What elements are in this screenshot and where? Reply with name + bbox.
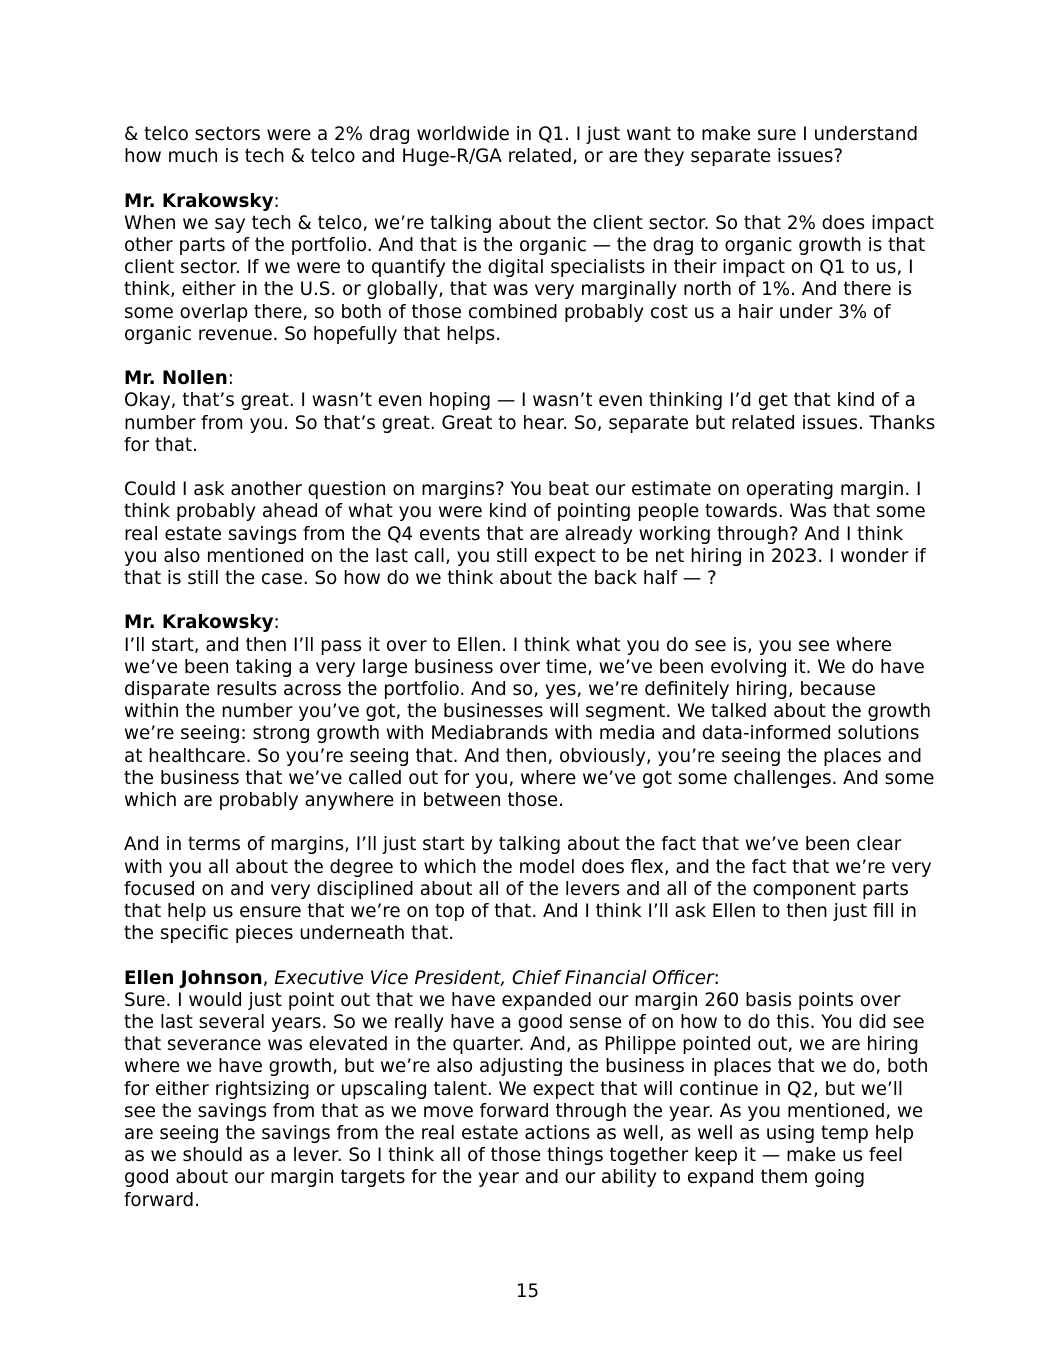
speaker-heading: Ellen Johnson, Executive Vice President, Chief Financial Officer: <box>124 967 720 989</box>
paragraph-text: Sure. I would just point out that we have expanded our margin 260 basis points over the last several years. So we really have a good sense of on how to do this. You did see that severance was elevated in the quarter. And, as Philippe pointed out, we are hiring where we have growth, but we’re also adjusting the business in places that we do, both for either rightsizing or upscaling talent. We expect that will continue in Q2, but we’ll see the savings from that as we move forward through the year. As you mentioned, we are seeing the savings from the real estate actions as well, as well as using temp help as we should as a lever. So I think all of those things together keep it — make us feel good about our margin targets for the year and our ability to expand them going forward. <box>124 989 929 1211</box>
paragraph-text: Could I ask another question on margins? You beat our estimate on operating margin. I think probably ahead of what you were kind of pointing people towards. Was that some real estate savings from the Q4 events that are already working through? And I think you also mentioned on the last call, you still expect to be net hiring in 2023. I wonder if that is still the case. So how do we think about the back half — ? <box>124 479 926 590</box>
speaker-heading: Mr. Nollen: <box>124 368 234 390</box>
speaker-block <box>124 191 936 346</box>
paragraph-text: And in terms of margins, I’ll just start by talking about the fact that we’ve been clear with you all about the degree to which the model does flex, and the fact that we’re very focused on and very disciplined about all of the levers and all of the component parts that help us ensure that we’re on top of that. And I think I’ll ask Ellen to then just fill in the specific pieces underneath that. <box>124 834 932 945</box>
answer-paragraph <box>124 834 936 945</box>
speaker-name: Mr. Krakowsky <box>124 612 274 634</box>
question-paragraph <box>124 479 936 590</box>
transcript-page <box>124 124 936 1234</box>
speaker-block <box>124 368 936 457</box>
paragraph-text: When we say tech & telco, we’re talking about the client sector. So that 2% does impact other parts of the portfolio. And that is the organic — the drag to organic growth is that client sector. If we were to quantify the digital specialists in their impact on Q1 to us, I think, either in the U.S. or globally, that was very marginally north of 1%. And there is some overlap there, so both of those combined probably cost us a hair under 3% of organic revenue. So hopefully that helps. <box>124 212 934 345</box>
speaker-heading: Mr. Krakowsky: <box>124 612 280 634</box>
paragraph-text: Okay, that’s great. I wasn’t even hoping — I wasn’t even thinking I’d get that kind of a number from you. So that’s great. Great to hear. So, separate but related issues. Thanks for that. <box>124 390 936 456</box>
paragraph-text: I’ll start, and then I’ll pass it over to Ellen. I think what you do see is, you see where we’ve been taking a very large business over time, we’ve been evolving it. We do have disparate results across the portfolio. And so, yes, we’re definitely hiring, because within the number you’ve got, the businesses will segment. We talked about the growth we’re seeing: strong growth with Mediabrands with media and data-informed solutions at healthcare. So you’re seeing that. And then, obviously, you’re seeing the places and the business that we’ve called out for you, where we’ve got some challenges. And some which are probably anywhere in between those. <box>124 634 935 812</box>
page-number: 15 <box>515 1281 540 1302</box>
question-paragraph <box>124 124 936 168</box>
speaker-name: Ellen Johnson <box>124 967 263 989</box>
speaker-heading: Mr. Krakowsky: <box>124 190 280 212</box>
speaker-name: Mr. Krakowsky <box>124 190 274 212</box>
speaker-block <box>124 612 936 812</box>
speaker-name: Mr. Nollen <box>124 368 228 390</box>
paragraph-text: & telco sectors were a 2% drag worldwide in Q1. I just want to make sure I understand how much is tech & telco and Huge-R/GA related, or are they separate issues? <box>124 124 919 168</box>
speaker-block <box>124 968 936 1212</box>
speaker-title: Executive Vice President, Chief Financial Officer <box>274 967 714 989</box>
